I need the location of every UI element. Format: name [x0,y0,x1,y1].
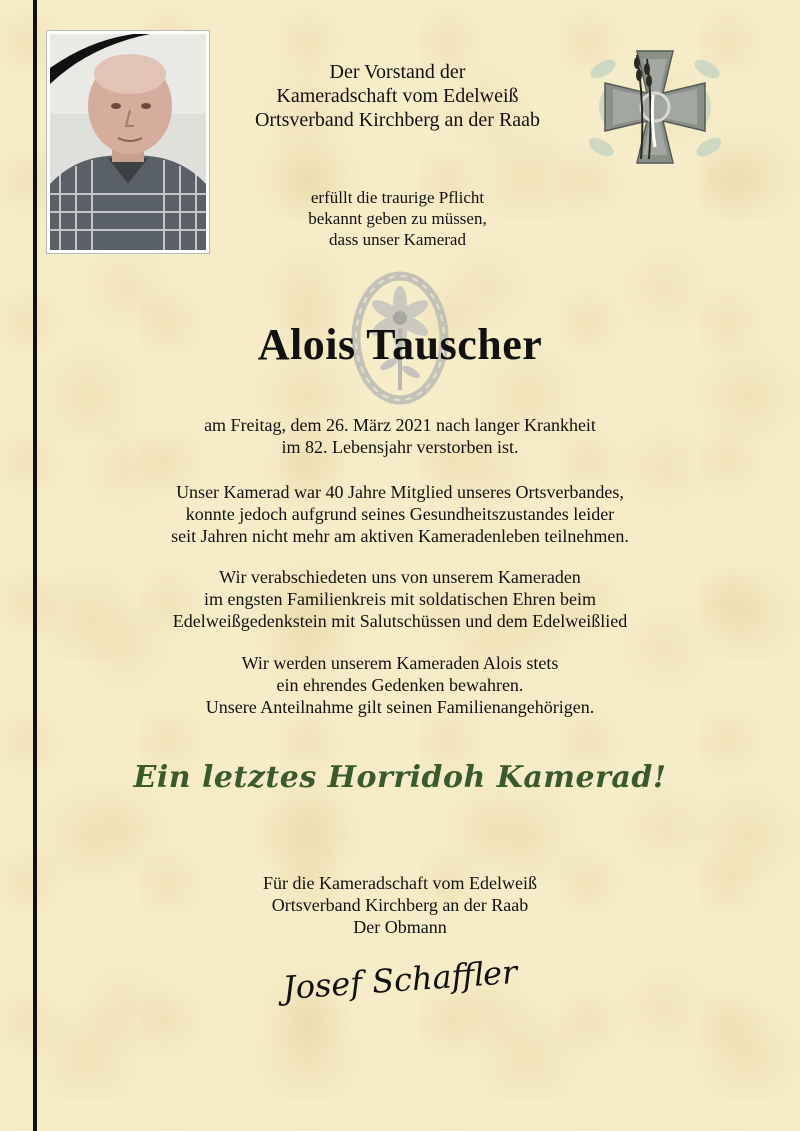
portrait-photo [47,31,209,253]
motto-text: Ein letztes Horridoh Kamerad! [133,760,667,795]
header-line: Der Vorstand der [329,61,466,83]
farewell-line: Wir verabschiedeten uns von unserem Kameraden [219,567,581,587]
death-notice-paragraph [40,414,760,458]
remembrance-line: Unsere Anteilnahme gilt seinen Familienangehörigen. [205,697,595,717]
header-association [200,60,595,132]
closing-line: Für die Kameradschaft vom Edelweiß [263,873,537,893]
closing-line: Ortsverband Kirchberg an der Raab [271,895,529,915]
membership-line: Unser Kamerad war 40 Jahre Mitglied unseres Ortsverbandes, [176,482,624,502]
closing-line: Der Obmann [353,917,447,937]
deceased-name: Alois Tauscher [257,320,543,369]
intro-text [240,187,555,250]
membership-paragraph [40,481,760,547]
remembrance-paragraph [40,652,760,718]
intro-line: dass unser Kamerad [329,230,466,249]
intro-line: bekannt geben zu müssen, [308,209,487,228]
remembrance-line: ein ehrendes Gedenken bewahren. [276,675,524,695]
farewell-paragraph [40,566,760,632]
death-notice-line: im 82. Lebensjahr verstorben ist. [281,437,519,457]
header-line: Kameradschaft vom Edelweiß [276,85,519,107]
remembrance-line: Wir werden unserem Kameraden Alois stets [241,653,559,673]
mourning-border-line [33,0,37,1131]
intro-line: erfüllt die traurige Pflicht [310,188,485,207]
header-line: Ortsverband Kirchberg an der Raab [254,109,541,131]
farewell-line: Edelweißgedenkstein mit Salutschüssen und dem Edelweißlied [172,611,628,631]
membership-line: seit Jahren nicht mehr am aktiven Kameradenleben teilnehmen. [171,526,629,546]
closing-signatory [40,872,760,938]
iron-cross-wheat-emblem-icon [589,47,721,172]
death-notice-line: am Freitag, dem 26. März 2021 nach langer Krankheit [204,415,596,435]
handwritten-signature: Josef Schaffler [281,952,519,1008]
membership-line: konnte jedoch aufgrund seines Gesundheitszustandes leider [185,504,615,524]
farewell-line: im engsten Familienkreis mit soldatischen Ehren beim [204,589,596,609]
